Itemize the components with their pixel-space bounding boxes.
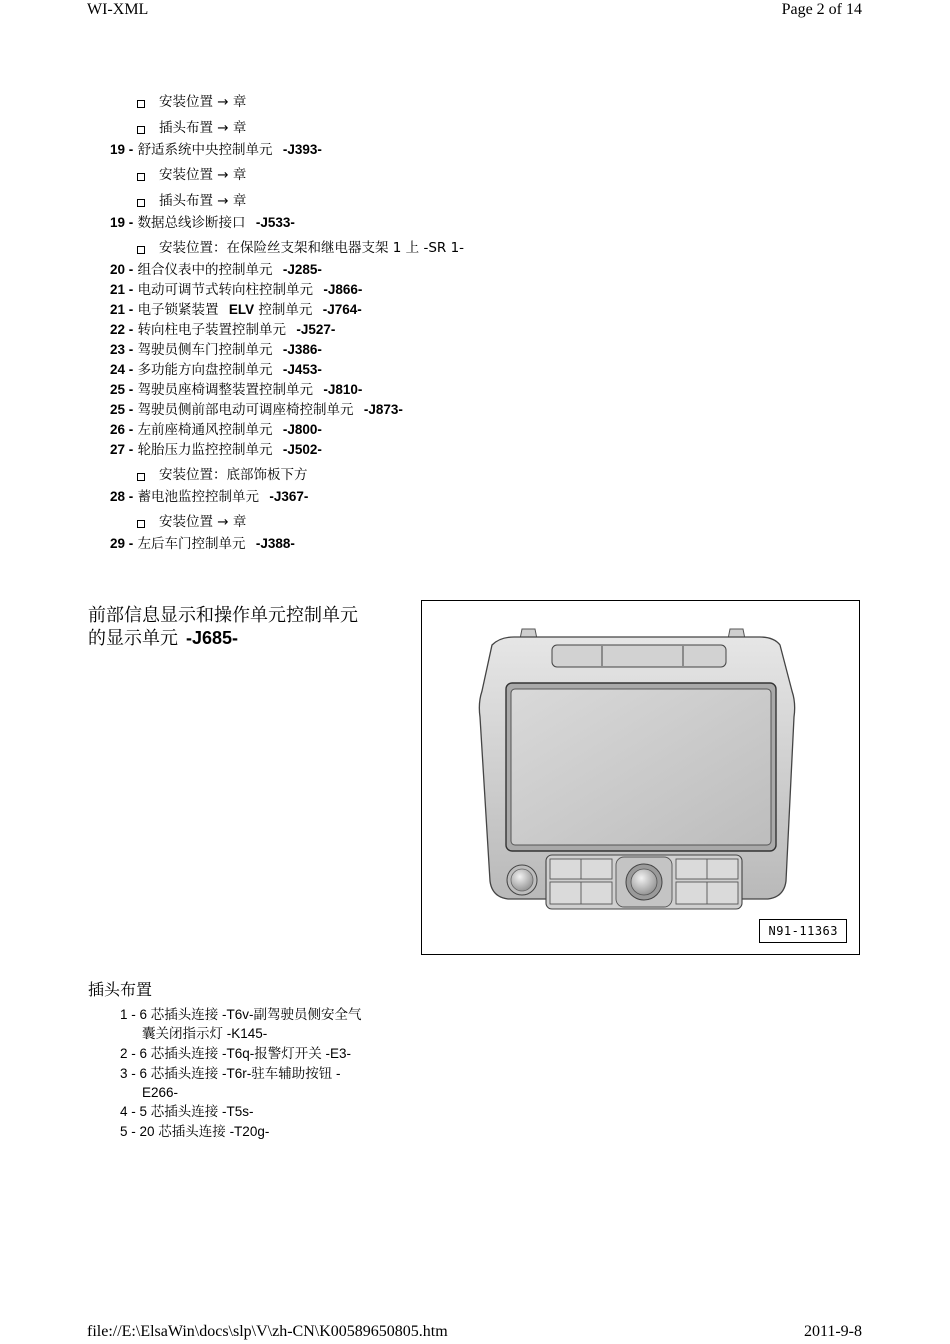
item-number: 25 - <box>110 402 134 417</box>
bullet-connector-layout <box>137 120 246 137</box>
item-number: 27 - <box>110 442 134 457</box>
item-code: -J502- <box>282 442 322 457</box>
bullet-text: 插头布置 → 章 <box>159 193 247 209</box>
item-code: -J873- <box>363 402 403 417</box>
connector-detail: -T6r-驻车辅助按钮 - <box>222 1066 341 1081</box>
bullet-install-location <box>137 514 246 531</box>
checkbox-bullet-icon <box>137 126 145 134</box>
list-item <box>110 401 403 419</box>
connector-detail: -T20g- <box>229 1124 270 1139</box>
connector-detail: E266- <box>142 1085 179 1100</box>
connector-type: 芯插头连接 <box>150 1007 219 1023</box>
bullet-text: 安装位置 → 章 <box>159 167 247 183</box>
connector-row <box>120 1103 254 1121</box>
connector-number: 3 - 6 <box>120 1066 148 1081</box>
list-item <box>110 321 335 339</box>
list-item <box>110 341 322 359</box>
item-number: 22 - <box>110 322 134 337</box>
connector-heading: 插头布置 <box>88 980 153 999</box>
section-title-code: -J685- <box>186 628 239 648</box>
connector-row <box>120 1045 351 1063</box>
connector-detail: -T5s- <box>222 1104 254 1119</box>
bullet-text: 安装位置：底部饰板下方 <box>159 467 308 483</box>
item-number: 19 - <box>110 142 134 157</box>
connector-type: 芯插头连接 <box>158 1124 226 1140</box>
connector-detail: -T6q-报警灯开关 -E3- <box>222 1046 352 1061</box>
item-text: 驾驶员侧车门控制单元 <box>137 342 273 358</box>
item-text: 轮胎压力监控控制单元 <box>137 442 273 458</box>
list-item <box>110 361 322 379</box>
list-item <box>110 214 295 232</box>
checkbox-bullet-icon <box>137 173 145 181</box>
item-number: 26 - <box>110 422 134 437</box>
connector-row <box>120 1006 362 1024</box>
checkbox-bullet-icon <box>137 520 145 528</box>
footer-file-path: file://E:\ElsaWin\docs\slp\V\zh-CN\K00589650805.htm <box>87 1323 448 1340</box>
list-item <box>110 281 362 299</box>
item-text: 驾驶员侧前部电动可调座椅控制单元 <box>137 402 354 418</box>
list-item <box>110 441 322 459</box>
bullet-install-location <box>137 467 308 484</box>
connector-number: 2 - 6 <box>120 1046 148 1061</box>
display-unit-figure <box>421 600 860 955</box>
connector-number: 5 - 20 <box>120 1124 155 1139</box>
item-number: 29 - <box>110 536 134 551</box>
connector-row-continued <box>142 1025 267 1042</box>
item-code: -J453- <box>282 362 322 377</box>
item-number: 24 - <box>110 362 134 377</box>
item-code: -J533- <box>255 215 295 230</box>
connector-row <box>120 1065 341 1083</box>
item-number: 23 - <box>110 342 134 357</box>
connector-number: 1 - 6 <box>120 1007 148 1022</box>
item-number: 21 - <box>110 282 134 297</box>
list-item <box>110 488 308 506</box>
bullet-text: 安装位置：在保险丝支架和继电器支架 1 上 -SR 1- <box>159 240 465 256</box>
item-text: 左前座椅通风控制单元 <box>137 422 273 438</box>
section-title <box>88 604 358 650</box>
bullet-install-location <box>137 240 464 257</box>
bullet-install-location <box>137 94 246 111</box>
connector-type: 芯插头连接 <box>150 1066 219 1082</box>
figure-label: N91-11363 <box>759 919 847 943</box>
header-page-number: Page 2 of 14 <box>781 1 862 18</box>
bullet-text: 安装位置 → 章 <box>159 94 247 110</box>
item-code: -J367- <box>269 489 309 504</box>
item-number: 20 - <box>110 262 134 277</box>
list-item <box>110 141 322 159</box>
connector-detail: -T6v-副驾驶员侧安全气 <box>222 1007 362 1022</box>
item-text: 电动可调节式转向柱控制单元 <box>137 282 314 298</box>
section-title-line1: 前部信息显示和操作单元控制单元 <box>88 605 358 626</box>
checkbox-bullet-icon <box>137 246 145 254</box>
list-item <box>110 421 322 439</box>
item-code: -J866- <box>323 282 363 297</box>
connector-type: 芯插头连接 <box>150 1104 219 1120</box>
connector-type: 芯插头连接 <box>150 1046 219 1062</box>
item-code: -J800- <box>282 422 322 437</box>
connector-detail: 囊关闭指示灯 -K145- <box>142 1026 268 1041</box>
item-number: 21 - <box>110 302 134 317</box>
item-text: 组合仪表中的控制单元 <box>137 262 273 278</box>
display-unit-illustration <box>422 601 858 953</box>
item-code: -J388- <box>255 536 295 551</box>
item-text: 蓄电池监控控制单元 <box>137 489 260 505</box>
item-code: -J810- <box>323 382 363 397</box>
item-code: -J285- <box>282 262 322 277</box>
item-text-2: 控制单元 <box>258 302 313 318</box>
item-text: 数据总线诊断接口 <box>137 215 246 231</box>
bullet-install-location <box>137 167 246 184</box>
bullet-connector-layout <box>137 193 246 210</box>
bullet-text: 插头布置 → 章 <box>159 120 247 136</box>
item-number: 28 - <box>110 489 134 504</box>
checkbox-bullet-icon <box>137 199 145 207</box>
item-text: 驾驶员座椅调整装置控制单元 <box>137 382 314 398</box>
item-code: -J764- <box>322 302 362 317</box>
item-code: -J527- <box>296 322 336 337</box>
connector-number: 4 - 5 <box>120 1104 148 1119</box>
bullet-text: 安装位置 → 章 <box>159 514 247 530</box>
item-text: 转向柱电子装置控制单元 <box>137 322 287 338</box>
item-code: -J393- <box>282 142 322 157</box>
connector-row-continued <box>142 1084 178 1101</box>
list-item <box>110 535 295 553</box>
checkbox-bullet-icon <box>137 473 145 481</box>
section-title-line2: 的显示单元 <box>88 628 178 649</box>
item-code-elv: ELV <box>228 302 255 317</box>
item-text: 舒适系统中央控制单元 <box>137 142 273 158</box>
item-text: 电子锁紧装置 <box>137 302 219 318</box>
item-text: 多功能方向盘控制单元 <box>137 362 273 378</box>
checkbox-bullet-icon <box>137 100 145 108</box>
item-code: -J386- <box>282 342 322 357</box>
header-left: WI-XML <box>87 1 149 18</box>
list-item <box>110 301 362 319</box>
item-number: 19 - <box>110 215 134 230</box>
item-text: 左后车门控制单元 <box>137 536 246 552</box>
list-item <box>110 381 362 399</box>
footer-date: 2011-9-8 <box>803 1323 862 1340</box>
list-item <box>110 261 322 279</box>
connector-row <box>120 1123 269 1141</box>
item-number: 25 - <box>110 382 134 397</box>
